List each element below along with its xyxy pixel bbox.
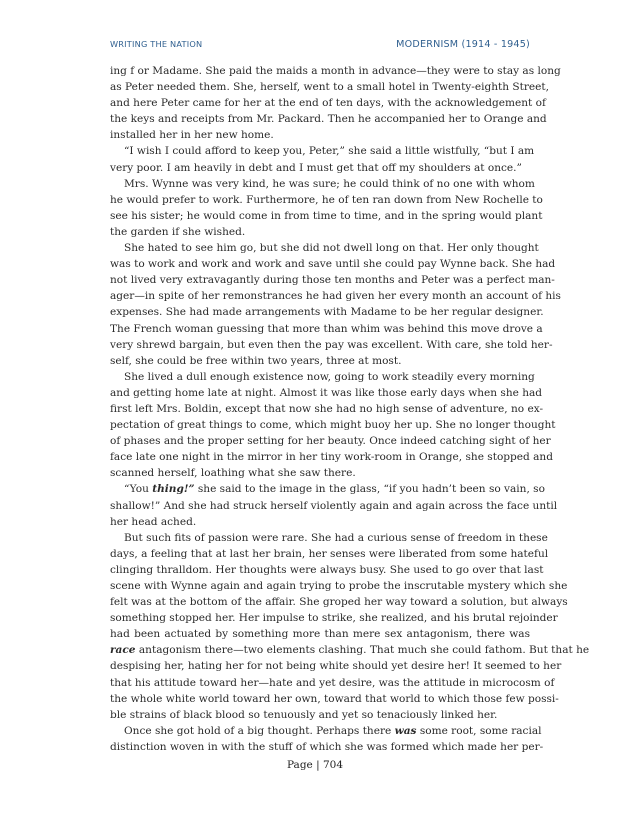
text-line: distinction woven in with the stuff of which she was formed which made her per-	[110, 740, 544, 753]
text-line: self, she could be free within two years, three at most.	[110, 354, 402, 367]
emphasis-text: race	[110, 644, 136, 657]
text-run: she said to the image in the glass, “if you hadn’t been so vain, so	[194, 483, 545, 496]
text-line: the garden if she wished.	[110, 225, 246, 238]
header-section-title: WRITING THE NATION	[110, 39, 203, 49]
text-line: had been actuated by something more than mere sex antagonism, there was	[110, 628, 530, 641]
text-line: pectation of great things to come, which might buoy her up. She no longer thought	[110, 419, 556, 432]
text-line: She lived a dull enough existence now, going to work steadily every morning	[124, 370, 535, 383]
text-line: very shrewd bargain, but even then the pay was excellent. With care, she told her-	[110, 338, 553, 351]
text-line: as Peter needed them. She, herself, went to a small hotel in Twenty-eighth Street,	[110, 81, 549, 94]
text-line: days, a feeling that at last her brain, her senses were liberated from some hateful	[110, 547, 549, 560]
text-line: The French woman guessing that more than whim was behind this move drove a	[110, 322, 543, 335]
text-line: he would prefer to work. Furthermore, he of ten ran down from New Rochelle to	[110, 193, 543, 206]
text-line: installed her in her new home.	[110, 129, 274, 142]
header-period-title: MODERNISM (1914 - 1945)	[396, 39, 530, 50]
emphasis-text: thing!”	[152, 483, 195, 496]
text-line: scene with Wynne again and again trying to probe the inscrutable mystery which she	[110, 580, 568, 592]
text-line: “I wish I could afford to keep you, Peter,” she said a little wistfully, “but I am	[124, 145, 535, 158]
text-line: the keys and receipts from Mr. Packard. Then he accompanied her to Orange and	[110, 113, 547, 126]
text-line: despising her, hating her for not being white should yet desire her! It seemed to her	[110, 660, 562, 673]
text-line: the whole white world toward her own, toward that world to which those few possi-	[110, 692, 559, 705]
text-line: was to work and work and work and save until she could pay Wynne back. She had	[110, 258, 556, 271]
text-line	[110, 723, 542, 739]
text-line: not lived very extravagantly during those ten months and Peter was a perfect man-	[110, 274, 555, 287]
text-line: something stopped her. Her impulse to strike, she realized, and his brutal rejoinder	[110, 612, 558, 625]
text-line: But such fits of passion were rare. She had a curious sense of freedom in these	[124, 531, 548, 544]
body-text	[110, 63, 590, 755]
text-line: She hated to see him go, but she did not dwell long on that. Her only thought	[124, 242, 539, 255]
text-run: “You	[124, 483, 153, 496]
text-run: Once she got hold of a big thought. Perhaps there	[124, 724, 395, 737]
text-line: clinging thralldom. Her thoughts were always busy. She used to go over that last	[110, 563, 544, 576]
text-line: ing f or Madame. She paid the maids a month in advance—they were to stay as long	[110, 65, 561, 77]
text-line	[110, 481, 545, 497]
running-header	[110, 39, 530, 50]
text-run: antagonism there—two elements clashing. That much she could fathom. But that he	[135, 644, 590, 657]
text-line: first left Mrs. Boldin, except that now she had no high sense of adventure, no ex-	[110, 402, 544, 415]
text-line: see his sister; he would come in from time to time, and in the spring would plant	[110, 209, 543, 222]
text-run: some root, some racial	[416, 724, 542, 737]
text-line: Mrs. Wynne was very kind, he was sure; he could think of no one with whom	[124, 177, 535, 190]
text-line: face late one night in the mirror in her tiny work-room in Orange, she stopped and	[110, 451, 553, 464]
page-number: Page | 704	[286, 759, 344, 771]
text-line: and here Peter came for her at the end of ten days, with the acknowledgement of	[110, 97, 546, 110]
text-line	[110, 642, 590, 658]
text-line: very poor. I am heavily in debt and I must get that off my shoulders at once.”	[110, 161, 522, 174]
text-line: shallow!” And she had struck herself violently again and again across the face until	[110, 499, 558, 512]
text-line: felt was at the bottom of the affair. She groped her way toward a solution, but always	[110, 596, 568, 609]
text-line: and getting home late at night. Almost it was like those early days when she had	[110, 386, 543, 399]
text-line: ble strains of black blood so tenuously and yet so tenaciously linked her.	[110, 708, 498, 721]
text-line: that his attitude toward her—hate and yet desire, was the attitude in microcosm of	[110, 676, 555, 689]
text-line: her head ached.	[110, 515, 197, 528]
text-line: ager—in spite of her remonstrances he had given her every month an account of his	[110, 290, 561, 303]
emphasis-text: was	[394, 724, 417, 737]
text-line: of phases and the proper setting for her beauty. Once indeed catching sight of her	[110, 435, 551, 448]
text-line: expenses. She had made arrangements with Madame to be her regular designer.	[110, 306, 544, 319]
text-line: scanned herself, loathing what she saw there.	[110, 467, 356, 480]
